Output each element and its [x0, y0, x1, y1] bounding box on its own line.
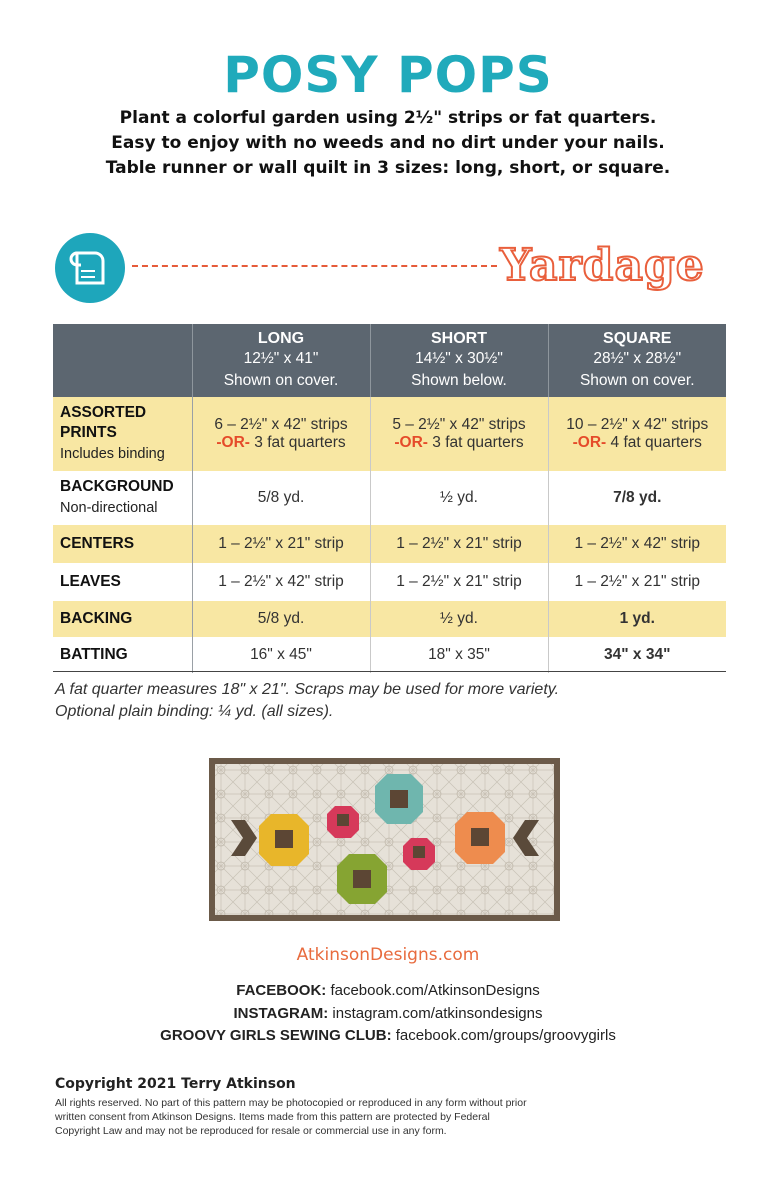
table-cell: 16" x 45"	[192, 637, 370, 673]
table-cell: 1 – 2½" x 42" strip	[548, 525, 726, 563]
header-long	[192, 324, 370, 397]
table-cell: 5/8 yd.	[192, 471, 370, 525]
row-sublabel: Includes binding	[60, 446, 165, 462]
table-cell: 1 yd.	[548, 601, 726, 637]
table-cell	[370, 397, 548, 471]
header-note: Shown on cover.	[579, 371, 695, 389]
cell-strips: 6 – 2½" x 42" strips	[214, 416, 348, 433]
table-cell: ½ yd.	[370, 471, 548, 525]
header-blank	[53, 324, 192, 397]
yardage-table	[53, 324, 726, 673]
header-name: LONG	[257, 329, 305, 347]
table-cell	[192, 397, 370, 471]
table-cell: 18" x 35"	[370, 637, 548, 673]
table-bottom-rule	[53, 671, 726, 672]
or-label: -OR-	[394, 434, 428, 451]
table-cell: 1 – 2½" x 21" strip	[548, 563, 726, 601]
or-label: -OR-	[216, 434, 250, 451]
table-cell: 1 – 2½" x 21" strip	[370, 563, 548, 601]
table-row	[53, 601, 726, 637]
intro-line-2: Easy to enjoy with no weeds and no dirt under your nails.	[111, 133, 665, 153]
fabric-bolt-icon	[55, 233, 125, 303]
row-label	[53, 397, 192, 471]
header-size: 14½" x 30½"	[415, 349, 503, 367]
social-value: instagram.com/atkinsondesigns	[332, 1004, 543, 1022]
cell-fq-line	[371, 434, 548, 452]
cell-strips: 5 – 2½" x 42" strips	[392, 416, 526, 433]
table-cell: 1 – 2½" x 21" strip	[370, 525, 548, 563]
page-title: POSY POPS	[223, 46, 553, 104]
social-groovy-girls[interactable]	[0, 1025, 776, 1048]
social-value: facebook.com/AtkinsonDesigns	[330, 982, 540, 999]
social-links	[0, 980, 776, 1048]
table-row	[53, 397, 726, 471]
cell-fq-line	[193, 434, 370, 452]
social-facebook[interactable]	[0, 980, 776, 1003]
cell-strips: 10 – 2½" x 42" strips	[566, 416, 709, 433]
note-line-1: A fat quarter measures 18" x 21". Scraps may be used for more variety.	[55, 681, 560, 698]
row-label-text: LEAVES	[60, 573, 121, 590]
table-cell: 34" x 34"	[548, 637, 726, 673]
header-note: Shown below.	[411, 371, 507, 389]
cell-fq: 4 fat quarters	[610, 434, 702, 451]
cell-fq-line	[549, 434, 727, 452]
social-value: facebook.com/groups/groovygirls	[395, 1027, 616, 1044]
or-label: -OR-	[572, 434, 607, 451]
cell-fq: 3 fat quarters	[254, 434, 346, 451]
social-label: GROOVY GIRLS SEWING CLUB:	[160, 1027, 392, 1044]
table-cell: 7/8 yd.	[548, 471, 726, 525]
section-title: Yardage	[500, 240, 705, 291]
note-line-2: Optional plain binding: ¼ yd. (all sizes).	[55, 703, 334, 720]
quilt-photo	[209, 758, 560, 921]
social-label: FACEBOOK:	[236, 982, 327, 999]
table-cell: 5/8 yd.	[192, 601, 370, 637]
table-row	[53, 471, 726, 525]
row-label-text: ASSORTED PRINTS	[60, 404, 147, 441]
table-cell: 1 – 2½" x 42" strip	[192, 563, 370, 601]
row-sublabel: Non-directional	[60, 500, 158, 516]
row-label-text: BATTING	[60, 646, 128, 663]
row-label-text: BACKGROUND	[60, 478, 174, 495]
header-size: 28½" x 28½"	[593, 349, 682, 367]
legal-text: All rights reserved. No part of this pattern may be photocopied or reproduced in any form without prior written consent from Atkinson Designs. Items made from this pattern are protected by Federal Copyright Law and may not be reproduced for resale or commercial use in any form.	[55, 1097, 527, 1137]
notes	[55, 679, 559, 723]
table-cell: ½ yd.	[370, 601, 548, 637]
row-label	[53, 637, 192, 673]
table-header-row	[53, 324, 726, 397]
table-cell	[548, 397, 726, 471]
row-label	[53, 601, 192, 637]
header-short	[370, 324, 548, 397]
header-size: 12½" x 41"	[243, 349, 319, 367]
intro-text	[0, 106, 776, 181]
section-divider	[132, 265, 497, 267]
header-name: SHORT	[431, 329, 487, 347]
cell-fq: 3 fat quarters	[432, 434, 524, 451]
header-name: SQUARE	[603, 329, 672, 347]
table-cell: 1 – 2½" x 21" strip	[192, 525, 370, 563]
table-row	[53, 563, 726, 601]
website-link[interactable]: AtkinsonDesigns.com	[296, 945, 480, 965]
row-label-text: CENTERS	[60, 535, 135, 552]
intro-line-3: Table runner or wall quilt in 3 sizes: long, short, or square.	[105, 158, 671, 178]
row-label	[53, 525, 192, 563]
copyright: Copyright 2021 Terry Atkinson	[55, 1076, 296, 1092]
table-row	[53, 525, 726, 563]
table-row	[53, 637, 726, 673]
intro-line-1: Plant a colorful garden using 2½" strips or fat quarters.	[119, 108, 657, 128]
header-square	[548, 324, 726, 397]
social-instagram[interactable]	[0, 1003, 776, 1026]
header-note: Shown on cover.	[223, 371, 339, 389]
row-label	[53, 563, 192, 601]
row-label	[53, 471, 192, 525]
social-label: INSTAGRAM:	[233, 1004, 329, 1022]
row-label-text: BACKING	[60, 610, 133, 627]
